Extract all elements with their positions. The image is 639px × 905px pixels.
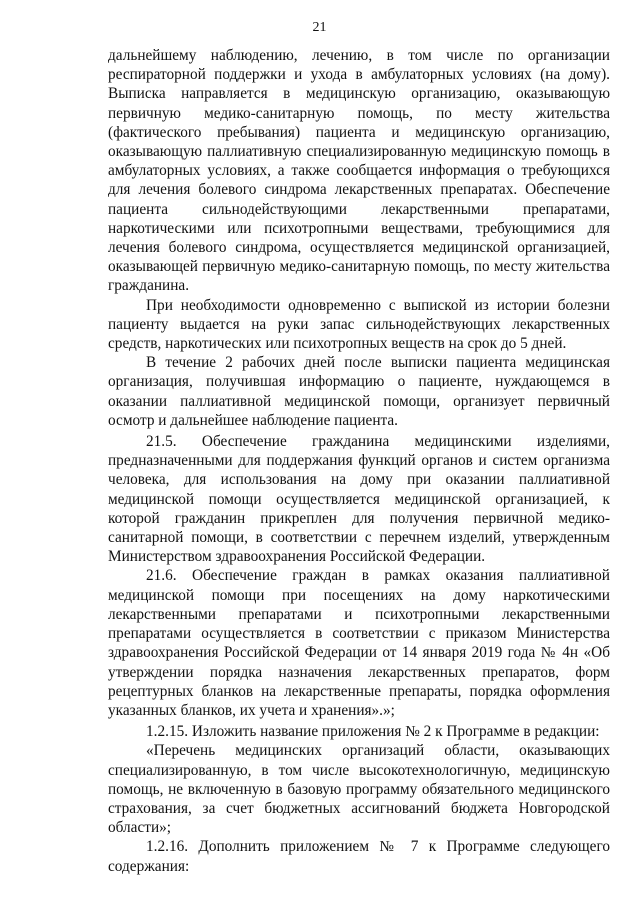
paragraph-discharge-summary: дальнейшему наблюдению, лечению, в том числе по организации респираторной поддержки и ухода в амбулаторных условиях (на дому). Выписка направляется в медицинскую организацию, оказывающую первичную медико-санитарную помощь, по месту жительства (фактического пребывания) пациента и медицинскую организацию, оказывающую паллиативную специализированную медицинскую помощь в амбулаторных условиях, а также сообщается информация о требующихся для лечения болевого синдрома лекарственных препаратах. Обеспечение пациента сильнодействующими лекарственными препаратами, наркотическими или психотропными веществами, требующимися для лечения болевого синдрома, осуществляется медицинской организацией, оказывающей первичную медико-санитарную помощь, по месту жительства гражданина. <box>108 47 610 295</box>
paragraph-1-2-15: 1.2.15. Изложить название приложения № 2 к Программе в редакции: <box>146 723 600 741</box>
document-body <box>108 46 610 876</box>
paragraph-initial-examination: В течение 2 рабочих дней после выписки пациента медицинская организация, получившая информацию о пациенте, нуждающемся в оказании паллиативной медицинской помощи, организует первичный осмотр и дальнейшее наблюдение пациента. <box>108 354 610 429</box>
paragraph-1-2-16: 1.2.16. Дополнить приложением № 7 к Программе следующего содержания: <box>108 838 610 875</box>
page-number: 21 <box>312 20 327 35</box>
paragraph-medication-supply: При необходимости одновременно с выпиской из истории болезни пациенту выдается на руки запас сильнодействующих лекарственных средств, наркотических или психотропных веществ на срок до 5 дней. <box>108 296 610 353</box>
paragraph-appendix-2-title: «Перечень медицинских организаций области, оказывающих специализированную, в том числе высокотехнологичную, медицинскую помощь, не включенную в базовую программу обязательного медицинского страхования, за счет бюджетных ассигнований бюджета Новгородской области»; <box>108 742 610 837</box>
paragraph-21-6: 21.6. Обеспечение граждан в рамках оказания паллиативной медицинской помощи при посещениях на дому наркотическими лекарственными препаратами и психотропными лекарственными препаратами осуществляется в соответствии с приказом Министерства здравоохранения Российской Федерации от 14 января 2019 года № 4н «Об утверждении порядка назначения лекарственных препаратов, форм рецептурных бланков на лекарственные препараты, порядка оформления указанных бланков, их учета и хранения».»; <box>108 567 610 719</box>
paragraph-21-5: 21.5. Обеспечение гражданина медицинскими изделиями, предназначенными для поддержания функций органов и систем организма человека, для использования на дому при оказании паллиативной медицинской помощи осуществляется медицинской организацией, к которой гражданин прикреплен для получения первичной медико-санитарной помощи, в соответствии с перечнем изделий, утвержденным Министерством здравоохранения Российской Федерации. <box>108 433 610 566</box>
